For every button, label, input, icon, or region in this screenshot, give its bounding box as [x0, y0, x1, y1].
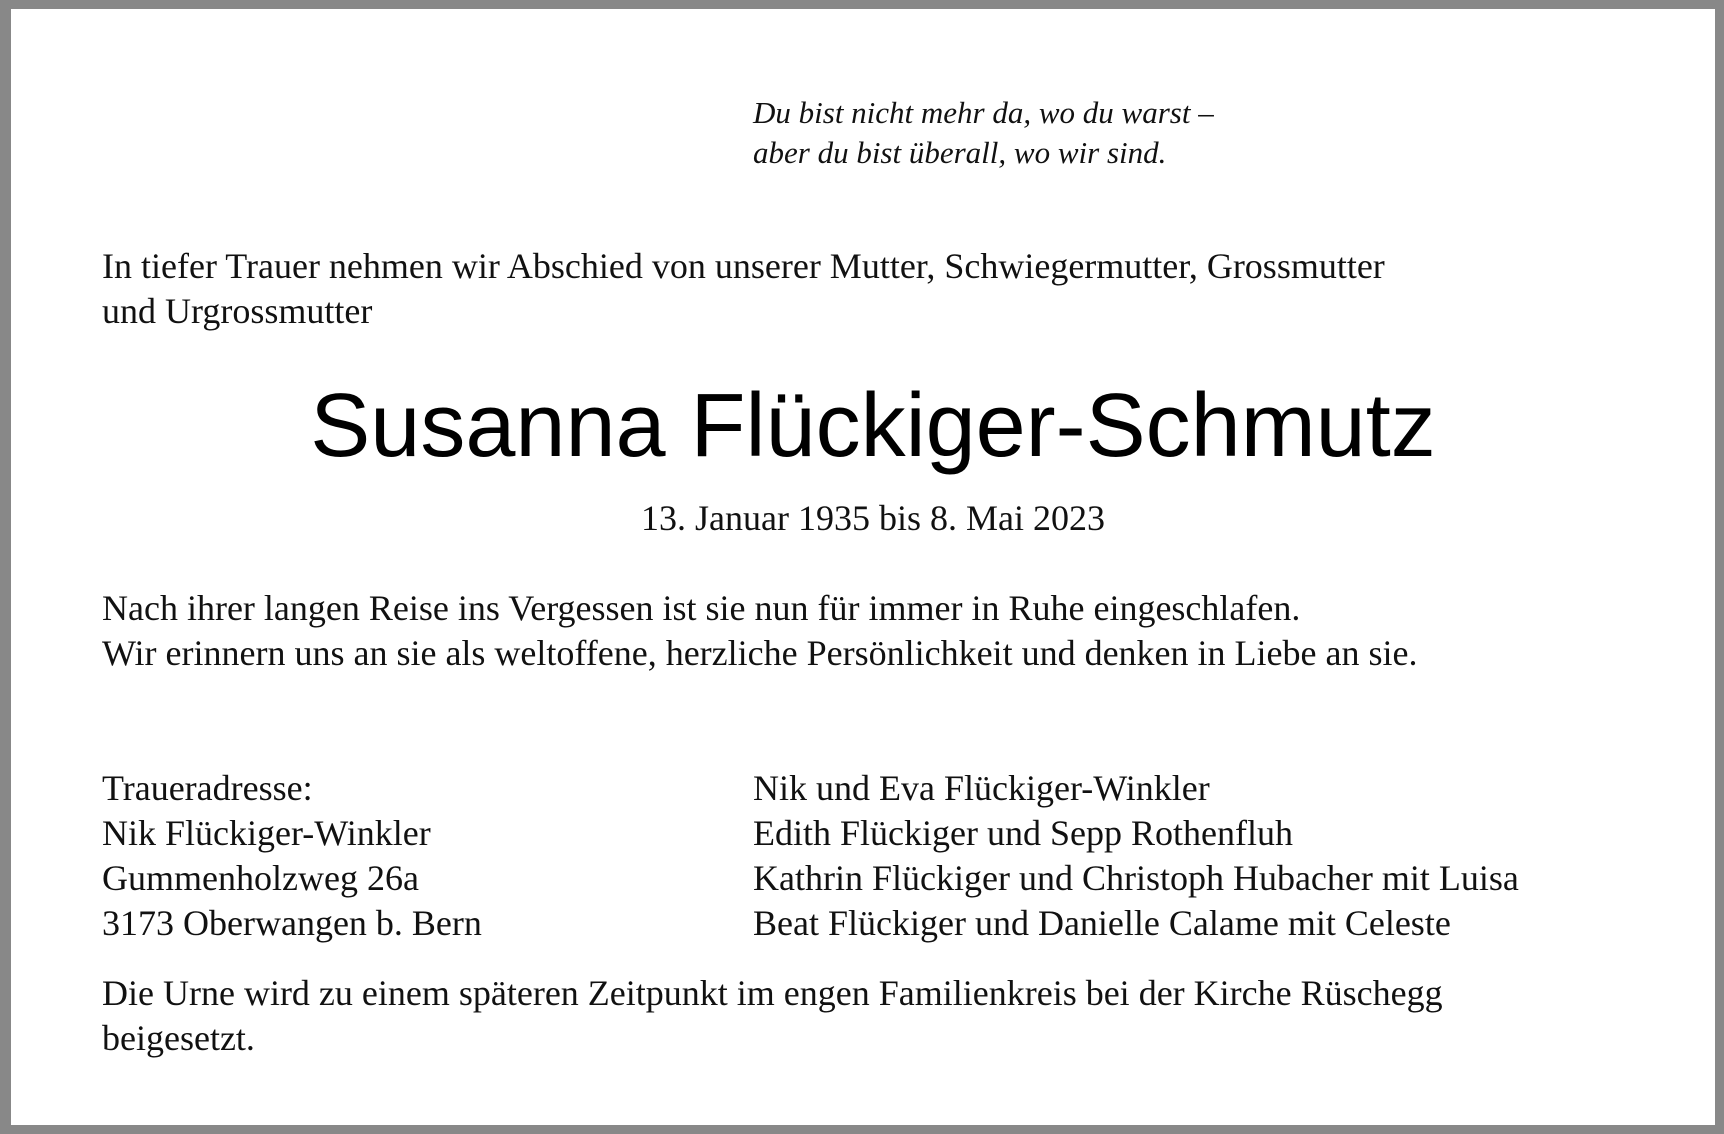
address-line-3: 3173 Oberwangen b. Bern	[102, 903, 482, 943]
deceased-name: Susanna Flückiger-Schmutz	[310, 376, 1436, 476]
burial-line-2: beigesetzt.	[102, 1018, 255, 1058]
family-list	[753, 766, 1519, 946]
family-member-2: Edith Flückiger und Sepp Rothenfluh	[753, 813, 1293, 853]
message-line-2: Wir erinnern uns an sie als weltoffene, herzliche Persönlichkeit und denken in Liebe an sie.	[102, 633, 1418, 673]
burial-notice	[102, 971, 1443, 1061]
family-member-3: Kathrin Flückiger und Christoph Hubacher mit Luisa	[753, 858, 1519, 898]
message-line-1: Nach ihrer langen Reise ins Vergessen ist sie nun für immer in Ruhe eingeschlafen.	[102, 588, 1301, 628]
burial-line-1: Die Urne wird zu einem späteren Zeitpunkt im engen Familienkreis bei der Kirche Rüschegg	[102, 973, 1443, 1013]
intro-line-1: In tiefer Trauer nehmen wir Abschied von unserer Mutter, Schwiegermutter, Grossmutter	[102, 246, 1385, 286]
intro-line-2: und Urgrossmutter	[102, 291, 373, 331]
motto-line-2: aber du bist überall, wo wir sind.	[753, 135, 1167, 170]
address-label: Traueradresse:	[102, 768, 313, 808]
address-line-2: Gummenholzweg 26a	[102, 858, 419, 898]
family-member-1: Nik und Eva Flückiger-Winkler	[753, 768, 1210, 808]
motto-quote	[753, 93, 1214, 173]
memorial-message	[102, 586, 1417, 676]
family-member-4: Beat Flückiger und Danielle Calame mit Celeste	[753, 903, 1451, 943]
motto-line-1: Du bist nicht mehr da, wo du warst –	[753, 95, 1214, 130]
intro-text	[102, 244, 1385, 334]
mourning-address	[102, 766, 482, 946]
address-line-1: Nik Flückiger-Winkler	[102, 813, 431, 853]
life-dates: 13. Januar 1935 bis 8. Mai 2023	[641, 498, 1105, 538]
